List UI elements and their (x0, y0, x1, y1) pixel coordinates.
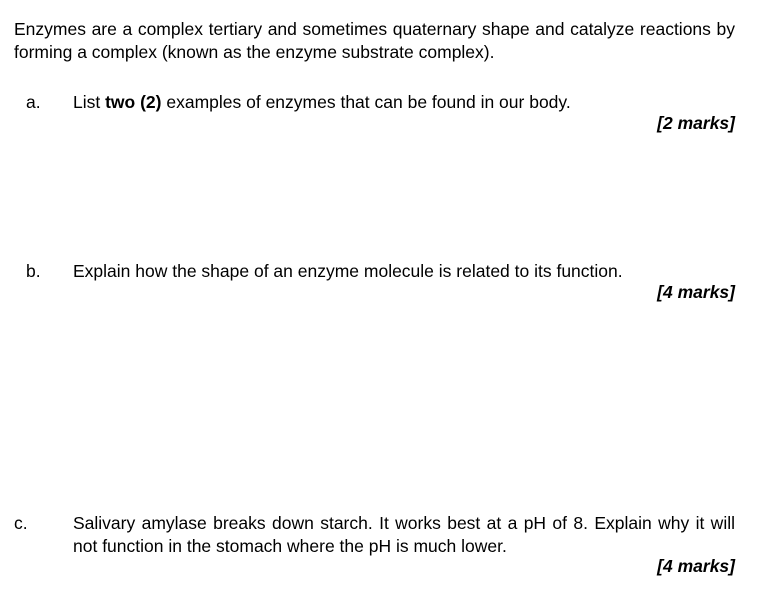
question-letter: c. (14, 513, 28, 533)
question-letter: a. (26, 92, 41, 112)
marks-label: [2 marks] (657, 113, 735, 133)
marks-label: [4 marks] (657, 556, 735, 576)
question-text-bold: two (2) (105, 92, 162, 112)
question-text (73, 91, 735, 114)
intro-paragraph: Enzymes are a complex tertiary and sometimes quaternary shape and catalyze reactions by forming a complex (known as the enzyme substrate complex). (14, 19, 735, 62)
question-text: Explain how the shape of an enzyme molecule is related to its function. (73, 261, 623, 281)
question-text-before: List (73, 92, 106, 112)
question-text: Salivary amylase breaks down starch. It works best at a pH of 8. Explain why it will not function in the stomach where the pH is much lower. (73, 513, 735, 556)
question-text-after: examples of enzymes that can be found in our body. (161, 92, 571, 112)
question-letter: b. (26, 261, 41, 281)
marks-label: [4 marks] (657, 282, 735, 302)
